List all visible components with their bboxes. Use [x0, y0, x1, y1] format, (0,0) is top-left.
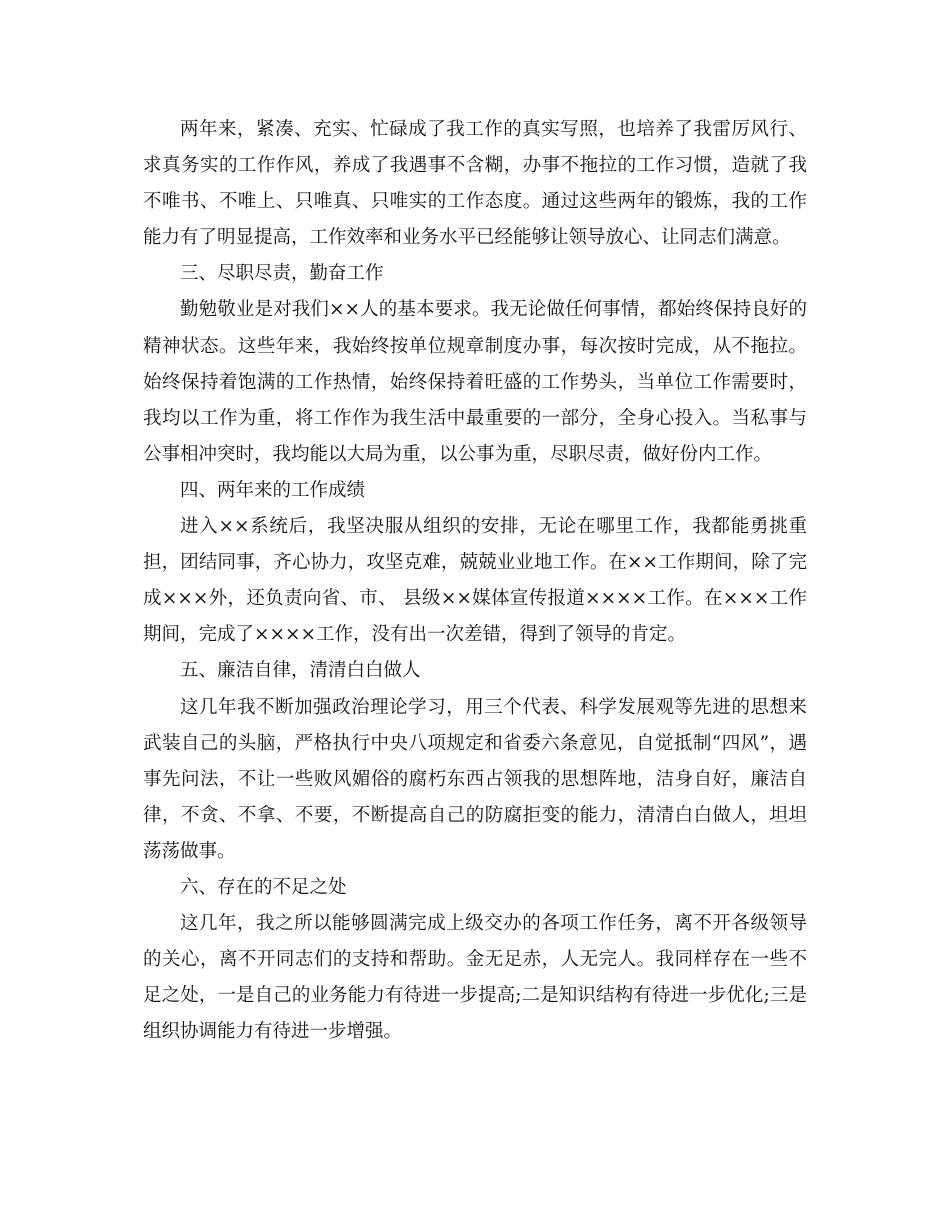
section-heading-achievements: 四、两年来的工作成绩	[180, 479, 366, 501]
section-heading-shortcomings: 六、存在的不足之处	[180, 876, 347, 898]
paragraph-integrity: 这几年我不断加强政治理论学习，用三个代表、科学发展观等先进的思想来武装自己的头脑，严格执行中央八项规定和省委六条意见，自觉抵制“四风”，遇事先问法，不让一些败风媚俗的腐朽东西占领我的思想阵地，洁身自好，廉洁自律，不贪、不拿、不要，不断提高自己的防腐拒变的能力，清清白白做人，坦坦荡荡做事。	[143, 696, 807, 862]
paragraph-achievements: 进入××系统后，我坚决服从组织的安排，无论在哪里工作，我都能勇挑重担，团结同事，齐心协力，攻坚克难，兢兢业业地工作。在××工作期间，除了完成×××外，还负责向省、市、 县级××媒体宣传报道××××工作。在×××工作期间，完成了××××工作，没有出一次差错，得到了领导的肯定。	[143, 516, 807, 646]
section-heading-diligence: 三、尽职尽责，勤奋工作	[180, 263, 384, 285]
document-body	[143, 112, 807, 1050]
paragraph-work-style: 两年来，紧凑、充实、忙碌成了我工作的真实写照，也培养了我雷厉风行、求真务实的工作作风，养成了我遇事不含糊，办事不拖拉的工作习惯，造就了我不唯书、不唯上、只唯真、只唯实的工作态度。通过这些两年的锻炼，我的工作能力有了明显提高，工作效率和业务水平已经能够让领导放心、让同志们满意。	[143, 119, 807, 249]
paragraph-diligence: 勤勉敬业是对我们××人的基本要求。我无论做任何事情，都始终保持良好的精神状态。这些年来，我始终按单位规章制度办事，每次按时完成，从不拖拉。始终保持着饱满的工作热情，始终保持着旺盛的工作势头，当单位工作需要时，我均以工作为重，将工作作为我生活中最重要的一部分，全身心投入。当私事与公事相冲突时，我均能以大局为重，以公事为重，尽职尽责，做好份内工作。	[143, 299, 807, 465]
section-heading-integrity: 五、廉洁自律，清清白白做人	[180, 660, 421, 682]
paragraph-shortcomings: 这几年，我之所以能够圆满完成上级交办的各项工作任务，离不开各级领导的关心，离不开同志们的支持和帮助。金无足赤，人无完人。我同样存在一些不足之处，一是自己的业务能力有待进一步提高;二是知识结构有待进一步优化;三是组织协调能力有待进一步增强。	[143, 913, 807, 1043]
